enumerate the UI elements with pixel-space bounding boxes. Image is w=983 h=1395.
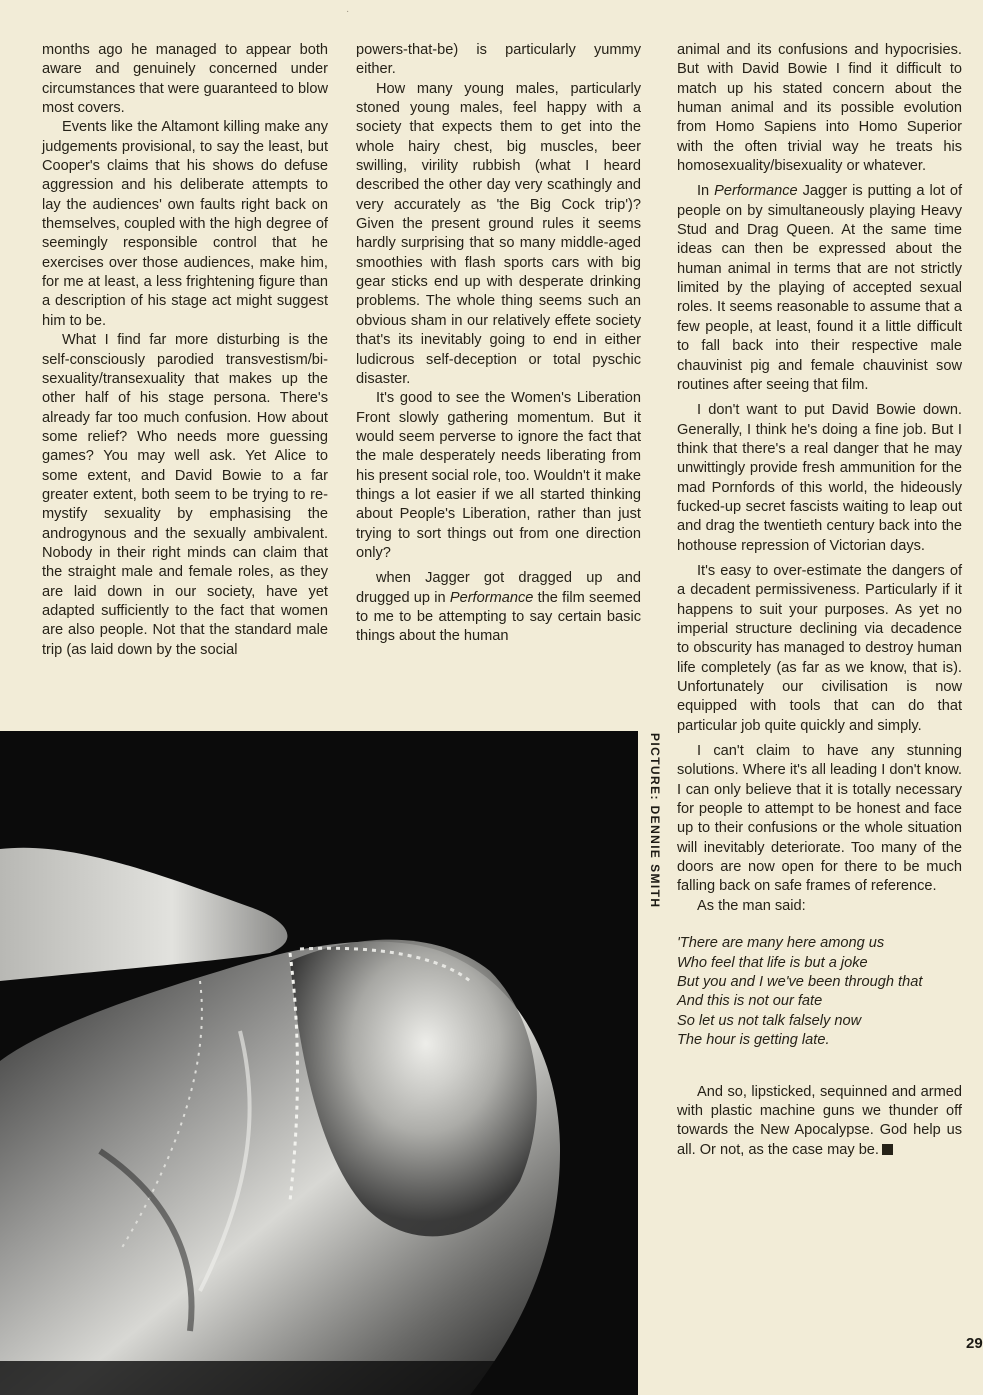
paragraph: months ago he managed to appear both aware and genuinely concerned under circumstances that were guaranteed to blow most covers.	[42, 42, 328, 117]
verse-line: But you and I we've been through that	[677, 973, 923, 990]
paragraph: when Jagger got dragged up and drugged up in Performance the film seemed to me to be attempting to say certain basic things about the human	[356, 570, 641, 645]
paragraph: In Performance Jagger is putting a lot of people on by simultaneously playing Heavy Stud and Drag Queen. At the same time ideas can then be expressed about the human animal in terms that are not strictly limited by the playing of accepted sexual roles. It seems reasonable to assume that a few people, at least, found it a little difficult to fall back into their respective male chauvinist pig and female chauvinist sow routines after seeing that film.	[677, 183, 962, 393]
film-title: Performance	[714, 183, 798, 200]
end-mark	[882, 1144, 893, 1155]
verse-line: So let us not talk falsely now	[677, 1012, 862, 1029]
paragraph: What I find far more disturbing is the self-consciously parodied transvestism/bi-sexuality/transexuality that makes up the other half of his stage persona. There's already far too much confusion. How about some relief? Who needs more guessing games? You may well ask. Yet Alice to some extent, and David Bowie to a far greater extent, both seem to be trying to re-mystify sexuality by emphasising the androgynous and the sexually ambivalent. Nobody in their right minds can claim that the straight male and female roles, as they are laid down in our society, have yet adapted sufficiently to the fact that women are also people. Not that the standard male trip (as laid down by the social	[42, 332, 328, 658]
photo-illustration	[0, 731, 638, 1395]
paragraph: powers-that-be) is particularly yummy either.	[356, 42, 641, 78]
verse-line: And this is not our fate	[677, 993, 823, 1010]
quoted-verse	[677, 934, 962, 1050]
paragraph: animal and its confusions and hypocrisies. But with David Bowie I find it difficult to match up his stated concern about the human animal and its possible evolution from Homo Sapiens into Homo Superior with the often trivial way he treats his homosexuality/bisexuality or whatever.	[677, 42, 962, 175]
photo	[0, 731, 638, 1395]
verse-line: 'There are many here among us	[677, 935, 885, 952]
article-column-3	[677, 41, 962, 1160]
verse-line: The hour is getting late.	[677, 1032, 830, 1049]
paragraph: It's easy to over-estimate the dangers of a decadent permissiveness. Particularly if it happens to suit your purposes. As yet no imperial structure declining via decadence to obscurity has managed to destroy human life completely (as far as we know, that is). Unfortunately our civilisation is now equipped with tools that can do that particular job quite quickly and simply.	[677, 562, 962, 734]
verse-line: Who feel that life is but a joke	[677, 954, 868, 971]
article-column-2	[356, 41, 641, 647]
photo-credit: PICTURE: DENNIE SMITH	[648, 733, 662, 909]
paragraph: As the man said:	[697, 897, 806, 914]
closing-paragraph: And so, lipsticked, sequinned and armed with plastic machine guns we thunder off towards the New Apocalypse. God help us all. Or not, as the case may be.	[677, 1083, 962, 1158]
print-speck: ·	[346, 6, 350, 17]
page-number: 29	[966, 1335, 983, 1352]
paragraph: Events like the Altamont killing make any judgements provisional, to say the least, but Cooper's claims that his shows do defuse aggression and his deliberate attempts to lay the audiences' own faults right back on themselves, coupled with the high degree of seemingly responsible control that he exercises over those audiences, make him, for me at least, a less frightening figure than a description of his stage act might suggest him to be.	[42, 119, 328, 329]
article-column-1	[42, 41, 328, 660]
film-title: Performance	[449, 589, 534, 606]
paragraph: I don't want to put David Bowie down. Generally, I think he's doing a fine job. But I think that there's a real danger that he may unwittingly provide fresh ammunition for the mad Pornfords of this world, the hideously fucked-up secret fascists waiting to leap out and drag the twentieth century back into the hothouse repression of Victorian days.	[677, 402, 962, 554]
paragraph: How many young males, particularly stoned young males, feel happy with a society that expects them to get into the whole hairy chest, big muscles, beer swilling, virility rubbish (what I heard described the other day very scathingly and very accurately as 'the Big Cock trip')? Given the present ground rules it seems hardly surprising that so many middle-aged smoothies with flash sports cars with big gear sticks end up with desperate drinking problems. The whole thing seems such an obvious sham in our relatively effete society that's its inevitably going to end in either ludicrous self-deception or total pyschic disaster.	[356, 80, 641, 387]
paragraph: I can't claim to have any stunning solutions. Where it's all leading I don't know. I can only believe that it is totally necessary for people to attempt to be honest and face up to their confusions or the whole situation will inevitably deteriorate. Too many of the doors are now open for there to be much falling back on safe frames of reference.	[677, 743, 962, 895]
paragraph: It's good to see the Women's Liberation Front slowly gathering momentum. But it would seem perverse to ignore the fact that the male desperately needs liberating from his present social role, too. Wouldn't it make things a lot easier if we all started thinking about People's Liberation, rather than just trying to sort things out from one direction only?	[356, 390, 641, 561]
